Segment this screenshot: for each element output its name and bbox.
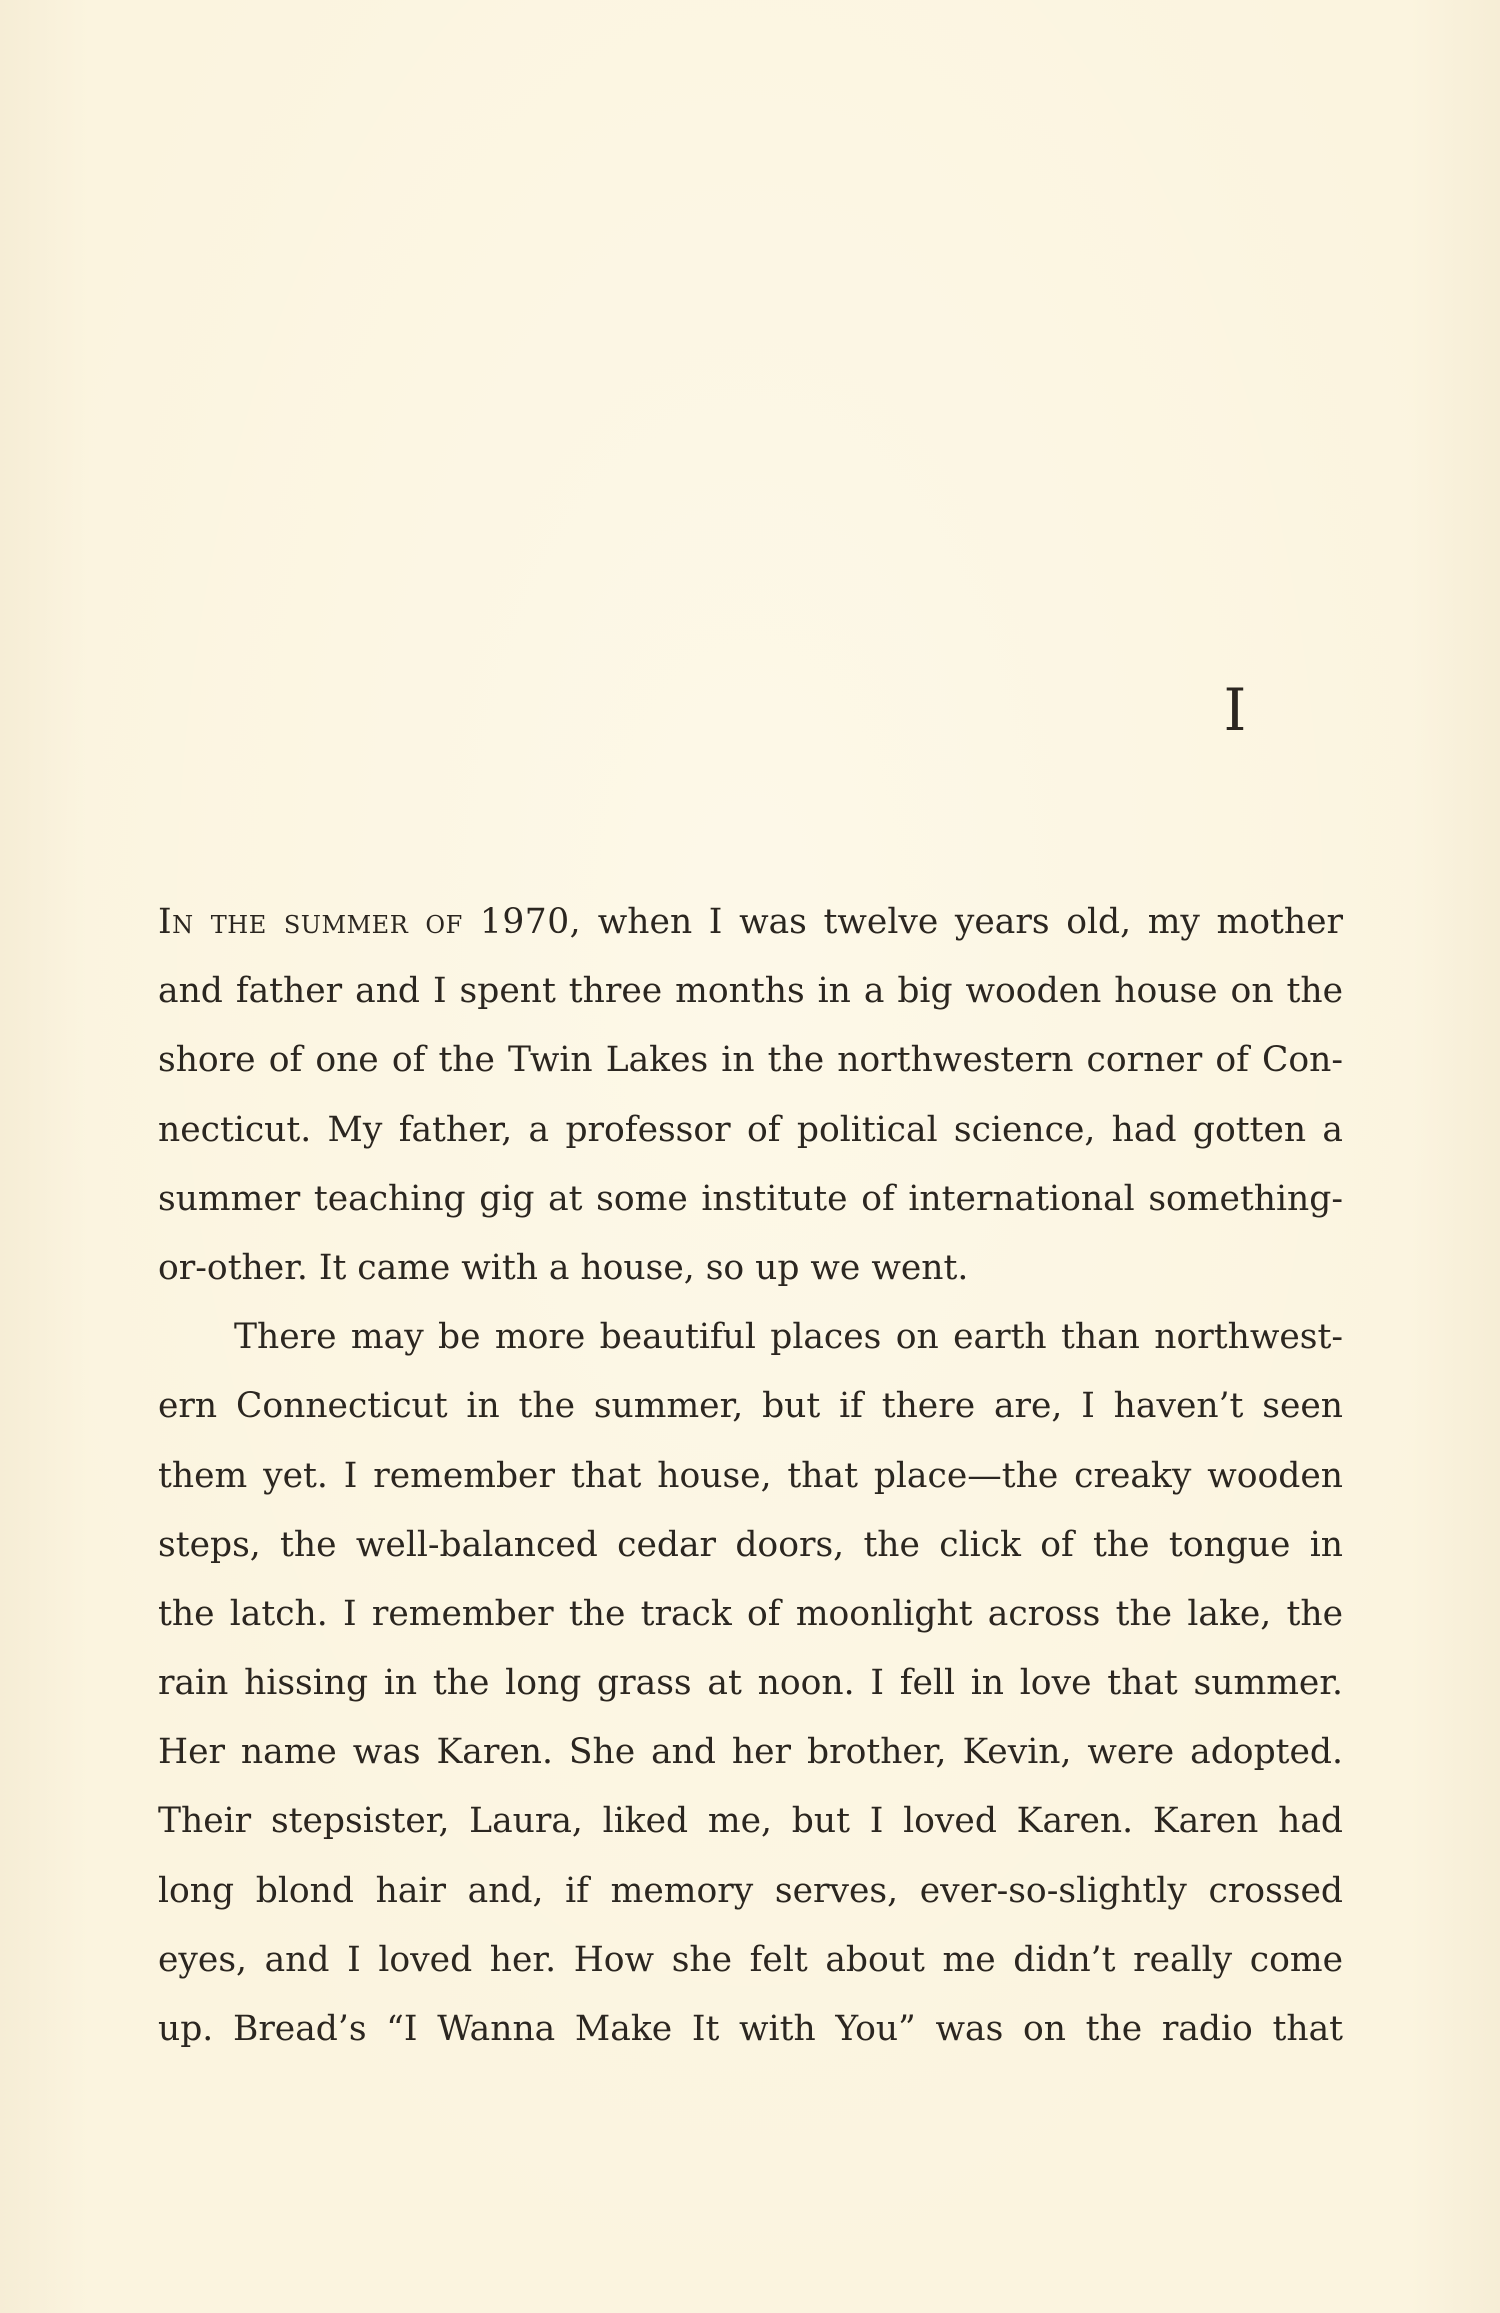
text-line: them yet. I remember that house, that place—the creaky wooden: [158, 1455, 1343, 1496]
text-line: or-other. It came with a house, so up we went.: [158, 1247, 969, 1288]
text-line: rain hissing in the long grass at noon. I fell in love that summer.: [158, 1663, 1343, 1704]
text-line: up. Bread’s “I Wanna Make It with You” was on the radio that: [158, 2009, 1343, 2049]
text-line: Their stepsister, Laura, liked me, but I loved Karen. Karen had: [158, 1801, 1343, 1842]
text-line-content: when I was twelve years old, my mother: [581, 902, 1343, 942]
text-line: summer teaching gig at some institute of international something-: [158, 1178, 1343, 1219]
text-line: [158, 888, 1343, 957]
text-line: long blond hair and, if memory serves, ever-so-slightly crossed: [158, 1870, 1343, 1911]
text-line: shore of one of the Twin Lakes in the northwestern corner of Con-: [158, 1040, 1343, 1081]
text-line: necticut. My father, a professor of political science, had gotten a: [158, 1109, 1343, 1150]
paragraph-2: [158, 1303, 1343, 2064]
text-line: and father and I spent three months in a big wooden house on the: [158, 971, 1343, 1012]
body-text: [158, 888, 1343, 2064]
text-line: the latch. I remember the track of moonlight across the lake, the: [158, 1593, 1343, 1634]
text-line: Her name was Karen. She and her brother, Kevin, were adopted.: [158, 1732, 1343, 1773]
text-line: There may be more beautiful places on earth than northwest-: [234, 1317, 1343, 1358]
text-line: eyes, and I loved her. How she felt about me didn’t really come: [158, 1939, 1343, 1980]
text-line: steps, the well-balanced cedar doors, the click of the tongue in: [158, 1524, 1343, 1565]
chapter-number: I: [1223, 676, 1247, 744]
paragraph-1: [158, 888, 1343, 1303]
text-line: ern Connecticut in the summer, but if there are, I haven’t seen: [158, 1386, 1343, 1427]
chapter-lead-in: In the summer of 1970,: [158, 902, 582, 942]
